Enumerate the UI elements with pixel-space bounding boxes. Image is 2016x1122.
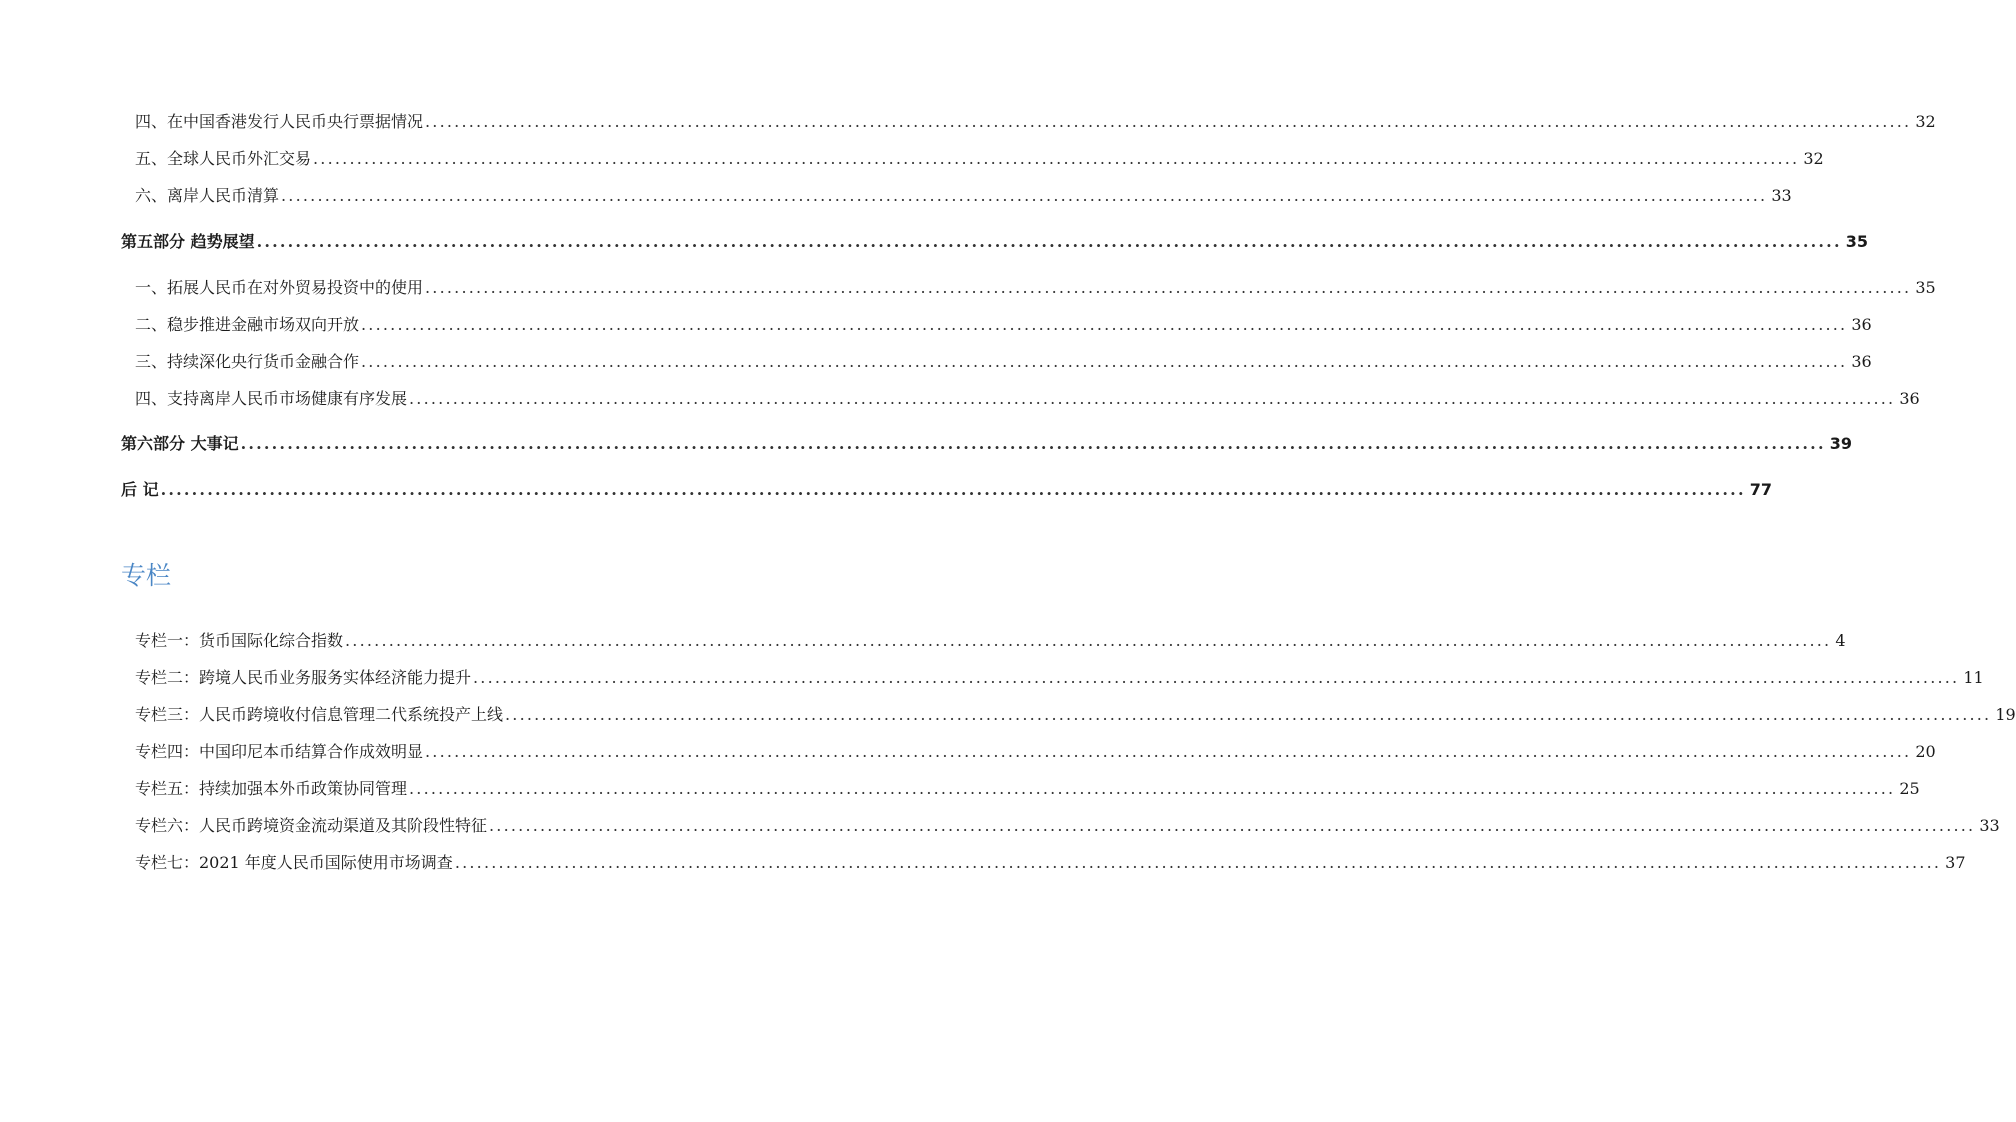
toc-entry-page: 35 xyxy=(1915,278,1936,297)
column-entry[interactable] xyxy=(0,658,1984,688)
dot-leader: ............................................................................................................................................................................................................ xyxy=(425,742,1912,761)
toc-entry-label: 五、全球人民币外汇交易 xyxy=(135,149,312,168)
toc-entry-page: 32 xyxy=(1803,149,1824,168)
toc-part-page: 35 xyxy=(1845,232,1868,251)
toc-entry-label: 三、持续深化央行货币金融合作 xyxy=(135,352,360,371)
toc-entry-label: 六、离岸人民币清算 xyxy=(135,186,280,205)
toc-part-page: 77 xyxy=(1749,480,1772,499)
dot-leader: ............................................................................................................................................................................................................ xyxy=(473,668,1960,687)
toc-entry[interactable] xyxy=(0,305,1872,335)
toc-part-label: 第六部分 大事记 xyxy=(121,434,239,453)
column-entry-label: 专栏五：持续加强本外币政策协同管理 xyxy=(135,779,408,798)
column-entry[interactable] xyxy=(0,769,1920,799)
toc-entry-label: 四、支持离岸人民币市场健康有序发展 xyxy=(135,389,408,408)
toc-part-entry[interactable] xyxy=(0,222,1868,252)
dot-leader: ............................................................................................................................................................................................................ xyxy=(409,779,1896,798)
dot-leader: ............................................................................................................................................................................................................ xyxy=(454,853,1942,872)
column-entry-page: 19 xyxy=(1995,705,2016,724)
toc-entry-label: 一、拓展人民币在对外贸易投资中的使用 xyxy=(135,278,424,297)
toc-entry[interactable] xyxy=(0,342,1872,372)
toc-entry-page: 36 xyxy=(1851,352,1872,371)
dot-leader: ............................................................................................................................................................................................................ xyxy=(425,112,1912,131)
toc-entry[interactable] xyxy=(0,379,1920,409)
column-entry-page: 37 xyxy=(1945,853,1966,872)
column-entry-page: 33 xyxy=(1979,816,2000,835)
toc-entry-label: 四、在中国香港发行人民币央行票据情况 xyxy=(135,112,424,131)
column-entry[interactable] xyxy=(0,806,2000,836)
dot-leader: ............................................................................................................................................................................................................ xyxy=(345,631,1832,650)
toc-entry-page: 36 xyxy=(1899,389,1920,408)
toc-part-entry[interactable] xyxy=(0,424,1852,454)
toc-entry[interactable] xyxy=(0,139,1824,169)
column-entry-page: 25 xyxy=(1899,779,1920,798)
toc-entry-page: 33 xyxy=(1771,186,1792,205)
dot-leader: ............................................................................................................................................................................................................ xyxy=(505,705,1992,724)
toc-entry-label: 二、稳步推进金融市场双向开放 xyxy=(135,315,360,334)
column-entry-label: 专栏二：跨境人民币业务服务实体经济能力提升 xyxy=(135,668,472,687)
toc-entry-page: 32 xyxy=(1915,112,1936,131)
column-entry-page: 11 xyxy=(1963,668,1984,687)
column-entry-label: 专栏四：中国印尼本币结算合作成效明显 xyxy=(135,742,424,761)
dot-leader: ............................................................................................................................................................................................................ xyxy=(425,278,1912,297)
dot-leader: ............................................................................................................................................................................................................ xyxy=(240,434,1826,453)
dot-leader: ............................................................................................................................................................................................................ xyxy=(361,352,1848,371)
dot-leader: ............................................................................................................................................................................................................ xyxy=(409,389,1896,408)
toc-part-label: 后 记 xyxy=(121,480,159,499)
column-entry-page: 4 xyxy=(1835,631,1846,650)
dot-leader: ............................................................................................................................................................................................................ xyxy=(256,232,1842,251)
toc-part-page: 39 xyxy=(1829,434,1852,453)
dot-leader: ............................................................................................................................................................................................................ xyxy=(489,816,1976,835)
column-entry-label: 专栏七：2021 年度人民币国际使用市场调查 xyxy=(135,853,453,872)
column-entry-label: 专栏六：人民币跨境资金流动渠道及其阶段性特征 xyxy=(135,816,488,835)
dot-leader: ............................................................................................................................................................................................................ xyxy=(160,480,1746,499)
column-entry-label: 专栏一：货币国际化综合指数 xyxy=(135,631,344,650)
toc-part-label: 第五部分 趋势展望 xyxy=(121,232,255,251)
column-entry-label: 专栏三：人民币跨境收付信息管理二代系统投产上线 xyxy=(135,705,504,724)
dot-leader: ............................................................................................................................................................................................................ xyxy=(281,186,1768,205)
column-entry[interactable] xyxy=(0,843,1966,873)
toc-entry[interactable] xyxy=(0,268,1936,298)
column-entry[interactable] xyxy=(0,621,1846,651)
column-entry-page: 20 xyxy=(1915,742,1936,761)
columns-section-title: 专栏 xyxy=(121,561,172,590)
column-entry[interactable] xyxy=(0,695,2016,725)
dot-leader: ............................................................................................................................................................................................................ xyxy=(361,315,1848,334)
toc-entry[interactable] xyxy=(0,176,1792,206)
dot-leader: ............................................................................................................................................................................................................ xyxy=(313,149,1800,168)
column-entry[interactable] xyxy=(0,732,1936,762)
toc-entry[interactable] xyxy=(0,102,1936,132)
toc-entry-page: 36 xyxy=(1851,315,1872,334)
toc-part-entry[interactable] xyxy=(0,470,1772,500)
